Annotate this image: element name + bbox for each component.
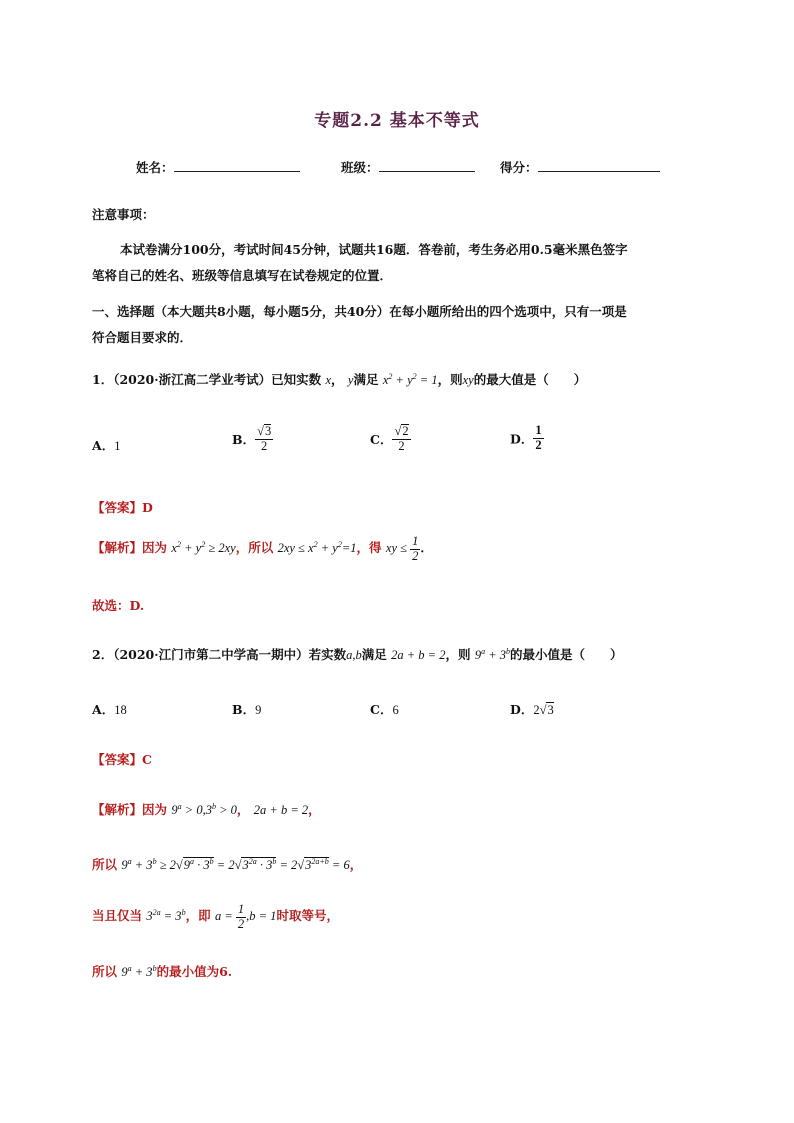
q2-equality-condition: $3^{2a} = 3^b$ [146,907,186,924]
name-field [136,158,300,176]
q2-answer [92,750,152,768]
notice-line-1: 本试卷满分100分，考试时间45分钟，试题共16题．答卷前，考生务必用0.5毫米黑色签字 [120,242,628,257]
class-field [341,158,475,176]
q1-analysis-ineq-2: $2xy \le x^2 + y^2=1$ [277,539,357,556]
q2-condition: 2a + b = 2 [391,648,446,662]
q1-analysis-result: xy ≤ $\frac{1}{2}$ [385,534,419,563]
q2-analysis-text-2: ， [236,802,250,817]
q1-analysis-ineq-1: $x^2 + y^2 \ge 2xy$ [171,539,236,556]
q1-option-d-value: $\frac{1}{2}$ [535,423,542,452]
q2-analysis-line-4 [92,962,232,980]
q1-analysis-label: 【解析】 [92,540,143,556]
q1-option-d-label: D． [510,431,534,447]
q2-satisfy: 满足 [361,647,387,662]
q2-line2-text-2: ， [349,857,363,872]
q2-answer-value: C [142,752,152,767]
q1-option-a-label: A． [92,438,115,453]
q1-analysis-text-4: ． [420,540,433,556]
q2-equality-values: a = $\frac{1}{2}$ ,b = 1 [214,902,277,931]
q2-line2-text-1: 所以 [92,857,118,872]
q2-analysis-line-3 [92,903,339,932]
q2-option-a-value: 18 [114,703,127,717]
q2-amgm-chain: $9^a + 3^b \ge 2√9^a \cdot 3^b = 2√3^{2a} \cdot 3^b = 2√3^{2a+b} = 6$ [121,856,350,872]
q2-analysis-line-1 [92,800,321,818]
q2-line3-text-3: 时取等号， [276,908,339,924]
q2-option-d-label: D． [510,702,534,717]
q1-suffix: 的最大值是（ ） [473,372,587,387]
q2-expr: $9^a + 3^b$ [474,646,511,662]
q2-line4-text-2: 的最小值为6. [156,964,233,979]
q2-analysis-label: 【解析】 [92,802,143,817]
q1-var-x: x [325,373,332,387]
q1-satisfy: 满足 [353,372,379,387]
score-field [500,158,660,176]
section1-line-1: 一、选择题（本大题共8小题，每小题5分，共40分）在每小题所给出的四个选项中，只有一项是 [92,304,627,319]
q1-expr-xy: xy [462,373,474,387]
q1-option-b-value: $\frac{√3}{2}$ [257,424,272,453]
q1-option-c[interactable] [370,424,411,454]
q2-option-c[interactable] [370,700,399,718]
q1-condition: $x^2 + y^2 = 1$ [382,371,438,387]
q2-option-b[interactable] [232,700,261,718]
q2-option-b-value: 9 [255,703,262,717]
q1-option-c-label: C． [370,431,393,447]
q2-prefix: 2．（2020·江门市第二中学高一期中）若实数 [92,647,347,662]
q2-analysis-text-3: ， [308,802,321,817]
q1-prefix: 1．（2020·浙江高二学业考试）已知实数 [92,372,322,387]
q1-analysis-text-1: 因为 [142,540,168,556]
q2-line4-expr: $9^a + 3^b$ [121,963,157,979]
class-blank[interactable] [379,159,475,172]
q1-var-y: y [347,373,354,387]
q1-analysis-text-2: ，所以 [235,540,274,556]
class-label: 班级： [341,160,379,175]
q2-suffix: 的最小值是（ ） [510,647,623,662]
q2-vars: a,b [346,648,362,662]
q2-analysis-positivity: $9^a > 0,3^b > 0$ [171,801,237,817]
notice-heading: 注意事项： [92,207,155,222]
q2-option-d-value: 2√3 [533,703,554,717]
question-2-stem [92,645,623,663]
q2-answer-label: 【答案】 [92,752,143,767]
q1-answer-value: D [142,500,153,515]
q1-analysis-text-3: ，得 [356,540,382,556]
q2-analysis-text-1: 因为 [142,802,168,817]
section1-line-2: 符合题目要求的． [92,330,193,345]
q1-analysis [92,535,433,564]
q2-line3-text-1: 当且仅当 [92,908,143,924]
q1-option-b-label: B． [232,431,256,447]
q1-option-a-value: 1 [114,439,121,453]
q1-answer [92,498,153,516]
score-blank[interactable] [538,159,660,172]
page-title: 专题2.2 基本不等式 [314,111,480,131]
q2-analysis-line-2 [92,855,362,873]
q2-then: ，则 [445,647,471,662]
q2-option-a-label: A． [92,702,115,717]
name-label: 姓名： [136,160,174,175]
q1-conclusion: 故选：D. [92,598,145,613]
q2-option-a[interactable] [92,700,127,718]
q1-then: ，则 [437,372,463,387]
score-label: 得分： [500,160,538,175]
q1-comma: ， [331,372,344,387]
q2-option-c-label: C． [370,702,393,717]
notice-line-2: 笔将自己的姓名、班级等信息填写在试卷规定的位置． [92,268,393,283]
q2-option-c-value: 6 [392,703,399,717]
question-1-stem [92,370,586,388]
q2-analysis-condition: 2a + b = 2 [253,803,309,817]
q1-answer-label: 【答案】 [92,500,143,515]
q1-option-b[interactable] [232,424,273,454]
q1-option-d[interactable] [510,424,544,453]
q2-line3-text-2: ，即 [185,908,211,924]
q1-option-c-value: $\frac{√2}{2}$ [394,424,409,453]
q2-option-b-label: B． [232,702,256,717]
name-blank[interactable] [174,159,300,172]
q2-line4-text-1: 所以 [92,964,118,979]
q2-option-d[interactable] [510,700,554,718]
q1-option-a[interactable] [92,436,120,454]
